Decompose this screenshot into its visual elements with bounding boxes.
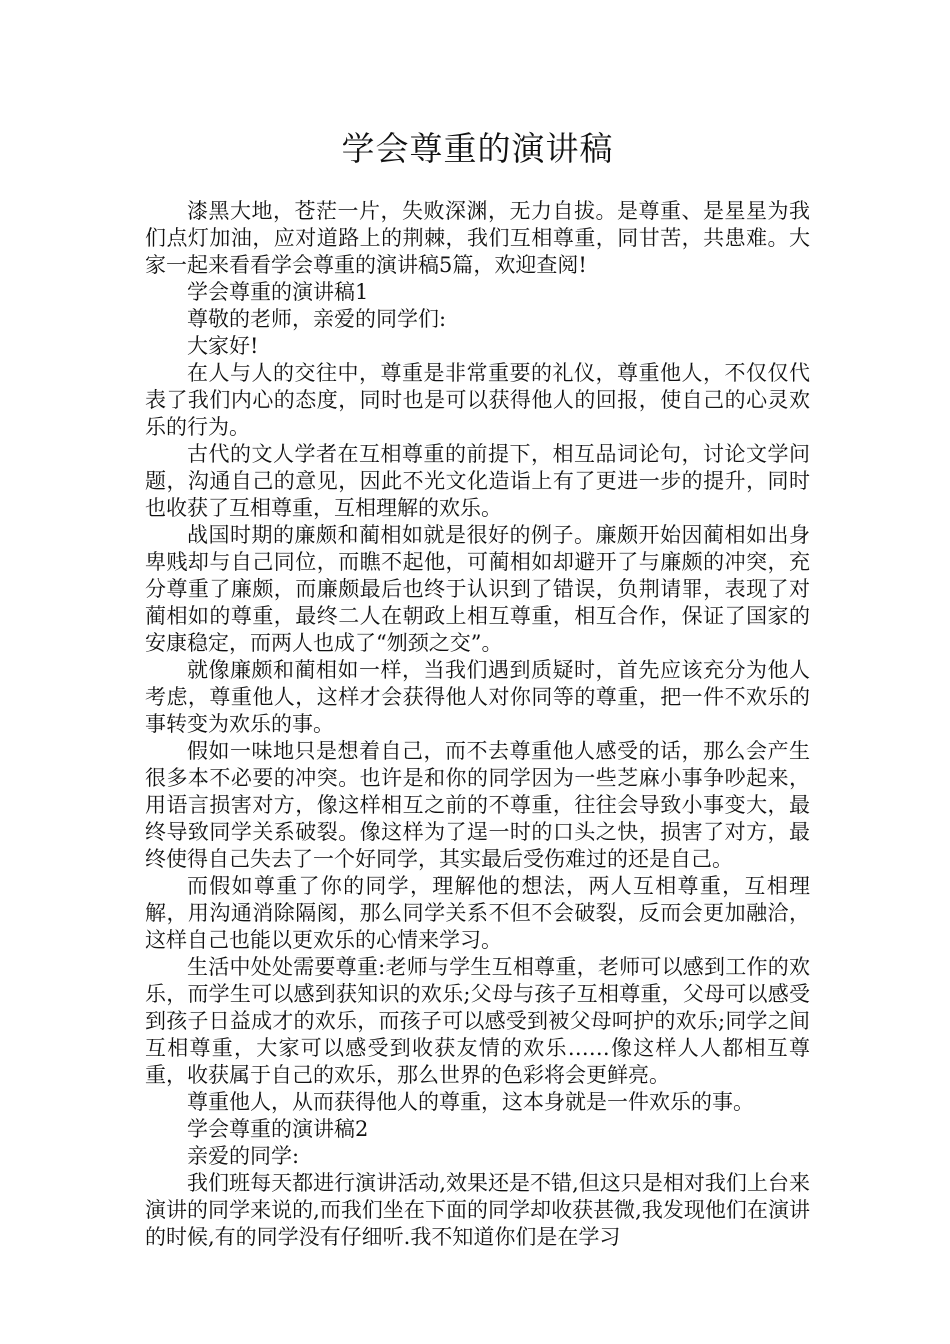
- section-heading-1: 学会尊重的演讲稿1: [187, 280, 369, 304]
- paragraph: 在人与人的交往中，尊重是非常重要的礼仪，尊重他人，不仅仅代表了我们内心的态度，同时也是可以获得他人的回报，使自己的心灵欢乐的行为。: [145, 361, 810, 439]
- greeting: 大家好!: [187, 334, 259, 358]
- paragraph: 生活中处处需要尊重:老师与学生互相尊重，老师可以感到工作的欢乐，而学生可以感到获知识的欢乐;父母与孩子互相尊重，父母可以感受到孩子日益成才的欢乐，而孩子可以感受到被父母呵护的欢乐;同学之间互相尊重，大家可以感受到收获友情的欢乐……像这样人人都相互尊重，收获属于自己的欢乐，那么世界的色彩将会更鲜亮。: [145, 955, 810, 1087]
- salutation: 尊敬的老师，亲爱的同学们:: [187, 307, 447, 331]
- section-heading-2: 学会尊重的演讲稿2: [187, 1117, 369, 1141]
- paragraph: 尊重他人，从而获得他人的尊重，这本身就是一件欢乐的事。: [187, 1090, 754, 1114]
- paragraph: 就像廉颇和蔺相如一样，当我们遇到质疑时，首先应该充分为他人考虑，尊重他人，这样才会获得他人对你同等的尊重，把一件不欢乐的事转变为欢乐的事。: [145, 658, 810, 736]
- paragraph: 我们班每天都进行演讲活动,效果还是不错,但这只是相对我们上台来演讲的同学来说的,而我们坐在下面的同学却收获甚微,我发现他们在演讲的时候,有的同学没有仔细听.我不知道你们是在学习: [145, 1171, 810, 1249]
- document-title: 学会尊重的演讲稿: [341, 129, 614, 168]
- document-page: [145, 120, 810, 1251]
- paragraph: 古代的文人学者在互相尊重的前提下，相互品词论句，讨论文学问题，沟通自己的意见，因此不光文化造诣上有了更进一步的提升，同时也收获了互相尊重，互相理解的欢乐。: [145, 442, 810, 520]
- paragraph: 而假如尊重了你的同学，理解他的想法，两人互相尊重，互相理解，用沟通消除隔阂，那么同学关系不但不会破裂，反而会更加融洽，这样自己也能以更欢乐的心情来学习。: [145, 874, 810, 952]
- paragraph: 假如一味地只是想着自己，而不去尊重他人感受的话，那么会产生很多本不必要的冲突。也许是和你的同学因为一些芝麻小事争吵起来，用语言损害对方，像这样相互之前的不尊重，往往会导致小事变大，最终导致同学关系破裂。像这样为了逞一时的口头之快，损害了对方，最终使得自己失去了一个好同学，其实最后受伤难过的还是自己。: [145, 739, 810, 871]
- document-body: [145, 198, 810, 1251]
- paragraph-intro: 漆黑大地，苍茫一片，失败深渊，无力自拔。是尊重、是星星为我们点灯加油，应对道路上的荆棘，我们互相尊重，同甘苦，共患难。大家一起来看看学会尊重的演讲稿5篇，欢迎查阅!: [145, 199, 810, 277]
- paragraph: 战国时期的廉颇和蔺相如就是很好的例子。廉颇开始因蔺相如出身卑贱却与自己同位，而瞧不起他，可蔺相如却避开了与廉颇的冲突，充分尊重了廉颇，而廉颇最后也终于认识到了错误，负荆请罪，表现了对蔺相如的尊重，最终二人在朝政上相互尊重，相互合作，保证了国家的安康稳定，而两人也成了“刎颈之交”。: [145, 523, 810, 655]
- salutation: 亲爱的同学:: [187, 1144, 300, 1168]
